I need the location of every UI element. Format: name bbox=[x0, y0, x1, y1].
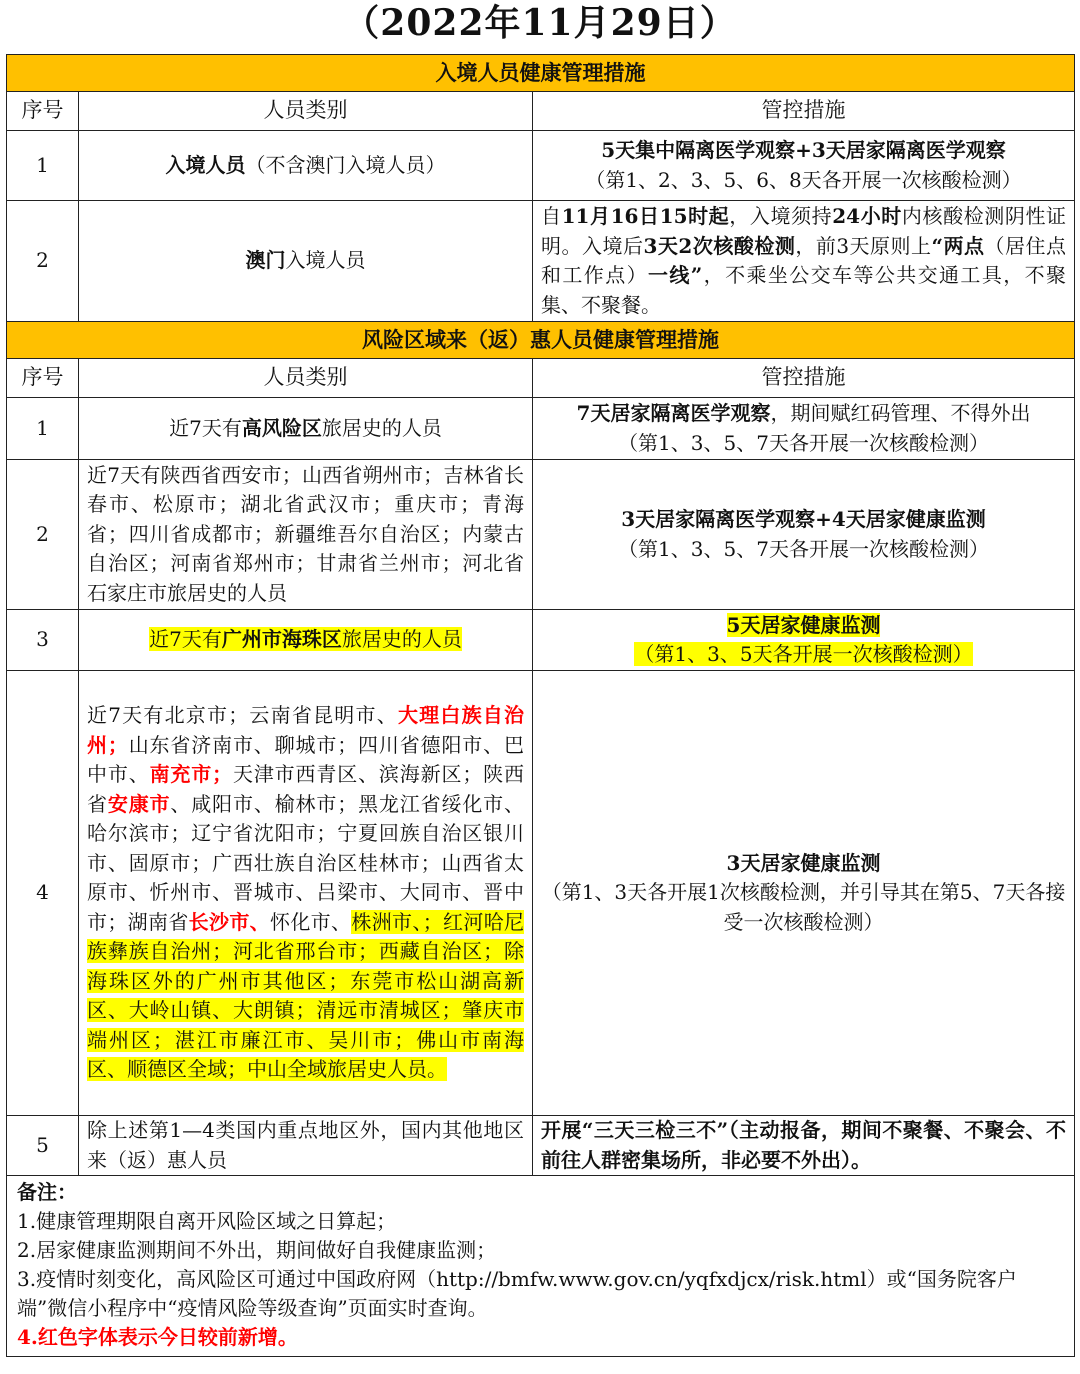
note-item: 2.居家健康监测期间不外出，期间做好自我健康监测； bbox=[17, 1238, 497, 1262]
measure-line-2: （第1、2、3、5、6、8天各开展一次核酸检测） bbox=[585, 167, 1022, 192]
control-measure: 开展“三天三检三不”（主动报备，期间不聚餐、不聚会、不前往人群密集场所，非必要不外出）。 bbox=[533, 1116, 1075, 1176]
measures-table bbox=[6, 54, 1075, 1357]
notes bbox=[7, 1176, 1075, 1357]
person-type bbox=[79, 671, 533, 1116]
note-item: 4.红色字体表示今日较前新增。 bbox=[17, 1325, 298, 1349]
table-row bbox=[7, 398, 1075, 460]
m-text: ，前3天原则上 bbox=[795, 233, 932, 258]
section-header-inbound bbox=[7, 55, 1075, 92]
control-measure bbox=[533, 671, 1075, 1116]
page-title: （2022年11月29日） bbox=[343, 2, 737, 44]
measure-line-2: （第1、3、5、7天各开展一次核酸检测） bbox=[618, 536, 989, 561]
table-row bbox=[7, 1116, 1075, 1176]
type-rest: （不含澳门入境人员） bbox=[245, 152, 446, 177]
col-type-header: 人员类别 bbox=[79, 359, 533, 398]
row-number: 1 bbox=[7, 398, 79, 460]
table-row bbox=[7, 131, 1075, 201]
control-measure bbox=[533, 610, 1075, 671]
highlighted-areas: 株洲市、；红河哈尼族彝族自治州；河北省邢台市；西藏自治区；除海珠区外的广州市其他区；东莞市松山湖高新区、大岭山镇、大朗镇；清远市清城区；肇庆市端州区；湛江市廉江市、吴川市；佛山市南海区、顺德区全域；中山全域旅居史人员。 bbox=[87, 909, 525, 1082]
m-bold: “两点 bbox=[931, 233, 985, 258]
col-measure-header: 管控措施 bbox=[533, 359, 1075, 398]
new-area: 大理白族自治州； bbox=[87, 703, 525, 757]
person-type bbox=[79, 201, 533, 322]
type-text: 近7天有 bbox=[169, 415, 242, 440]
row-number: 5 bbox=[7, 1116, 79, 1176]
col-no-header: 序号 bbox=[7, 92, 79, 131]
type-bold: 广州市海珠区 bbox=[221, 627, 342, 652]
m-bold: 3天2次核酸检测 bbox=[643, 233, 796, 258]
col-measure-header: 管控措施 bbox=[533, 92, 1075, 131]
row-number: 2 bbox=[7, 201, 79, 322]
row-number: 3 bbox=[7, 610, 79, 671]
type-text: 近7天有北京市；云南省昆明市、 bbox=[87, 703, 398, 728]
m-bold: 24小时 bbox=[832, 204, 902, 228]
person-type bbox=[79, 610, 533, 671]
type-text: 山东省济南市、聊城市；四川省德阳市、巴中市、 bbox=[87, 732, 525, 787]
type-rest: 入境人员 bbox=[285, 248, 366, 273]
measure-rest: ，期间赋红码管理、不得外出 bbox=[770, 401, 1031, 425]
measure-line-2: （第1、3、5、7天各开展一次核酸检测） bbox=[618, 430, 989, 455]
control-measure bbox=[533, 131, 1075, 201]
col-type-header: 人员类别 bbox=[79, 92, 533, 131]
type-text: 怀化市、 bbox=[270, 909, 352, 934]
measure-bold: 7天居家隔离医学观察 bbox=[576, 401, 771, 425]
row-number: 2 bbox=[7, 460, 79, 610]
person-type bbox=[79, 398, 533, 460]
notes-row bbox=[7, 1176, 1075, 1357]
measure-line-1: 3天居家隔离医学观察+4天居家健康监测 bbox=[621, 507, 986, 531]
control-measure bbox=[533, 398, 1075, 460]
m-bold: 11月16日15时起 bbox=[561, 204, 730, 228]
table-row bbox=[7, 610, 1075, 671]
m-text: 自 bbox=[541, 204, 562, 228]
type-text: 近7天有 bbox=[149, 627, 222, 652]
new-area: 安康市 bbox=[107, 791, 171, 816]
control-measure bbox=[533, 460, 1075, 610]
m-text: （居住点和工作点） bbox=[541, 233, 1067, 287]
person-type: 除上述第1—4类国内重点地区外，国内其他地区来（返）惠人员 bbox=[79, 1116, 533, 1176]
type-text: 旅居史的人员 bbox=[341, 627, 462, 652]
measure-line-1: 5天集中隔离医学观察+3天居家隔离医学观察 bbox=[601, 138, 1006, 162]
type-bold: 入境人员 bbox=[165, 152, 246, 177]
col-no-header: 序号 bbox=[7, 359, 79, 398]
new-area: 长沙市、 bbox=[188, 909, 271, 934]
control-measure bbox=[533, 201, 1075, 322]
m-bold: 一线” bbox=[647, 263, 703, 287]
measure-line-1: 5天居家健康监测 bbox=[726, 612, 881, 637]
column-header-row bbox=[7, 359, 1075, 398]
type-text: 、咸阳市、榆林市；黑龙江省绥化市、哈尔滨市；辽宁省沈阳市；宁夏回族自治区银川市、固原市；广西壮族自治区桂林市；山西省太原市、忻州市、晋城市、吕梁市、大同市、晋中市；湖南省 bbox=[87, 791, 525, 934]
table-row bbox=[7, 201, 1075, 322]
type-bold: 高风险区 bbox=[241, 415, 322, 440]
row-number: 4 bbox=[7, 671, 79, 1116]
note-item: 1.健康管理期限自离开风险区域之日算起； bbox=[17, 1209, 397, 1233]
table-row bbox=[7, 671, 1075, 1116]
row-number: 1 bbox=[7, 131, 79, 201]
section-header-risk bbox=[7, 322, 1075, 359]
measure-line-1: 3天居家健康监测 bbox=[726, 850, 881, 875]
type-text: 旅居史的人员 bbox=[321, 415, 442, 440]
measure-line-2: （第1、3天各开展1次核酸检测，并引导其在第5、7天各接受一次核酸检测） bbox=[541, 880, 1066, 934]
measure-line-2: （第1、3、5天各开展一次核酸检测） bbox=[634, 642, 973, 666]
type-text: 天津市西青区、滨海新区；陕西省 bbox=[87, 762, 525, 816]
section-title: 入境人员健康管理措施 bbox=[7, 55, 1075, 92]
notes-heading: 备注： bbox=[17, 1180, 77, 1204]
person-type: 近7天有陕西省西安市；山西省朔州市；吉林省长春市、松原市；湖北省武汉市；重庆市；青海省；四川省成都市；新疆维吾尔自治区；内蒙古自治区；河南省郑州市；甘肃省兰州市；河北省石家庄市旅居史的人员 bbox=[79, 460, 533, 610]
m-text: ，入境须持 bbox=[729, 204, 833, 228]
note-item: 3.疫情时刻变化，高风险区可通过中国政府网（http://bmfw.www.gov.cn/yqfxdjcx/risk.html）或“国务院客户端”微信小程序中“疫情风险等级查询”页面实时查询。 bbox=[17, 1267, 1017, 1320]
column-header-row bbox=[7, 92, 1075, 131]
person-type bbox=[79, 131, 533, 201]
new-area: 南充市； bbox=[149, 762, 233, 787]
m-text: 内核酸检测阴性证明。入境后 bbox=[541, 204, 1067, 258]
type-bold: 澳门 bbox=[245, 248, 286, 273]
m-text: ，不乘坐公交车等公共交通工具，不聚集、不聚餐。 bbox=[541, 263, 1067, 317]
section-title: 风险区域来（返）惠人员健康管理措施 bbox=[7, 322, 1075, 359]
table-row bbox=[7, 460, 1075, 610]
